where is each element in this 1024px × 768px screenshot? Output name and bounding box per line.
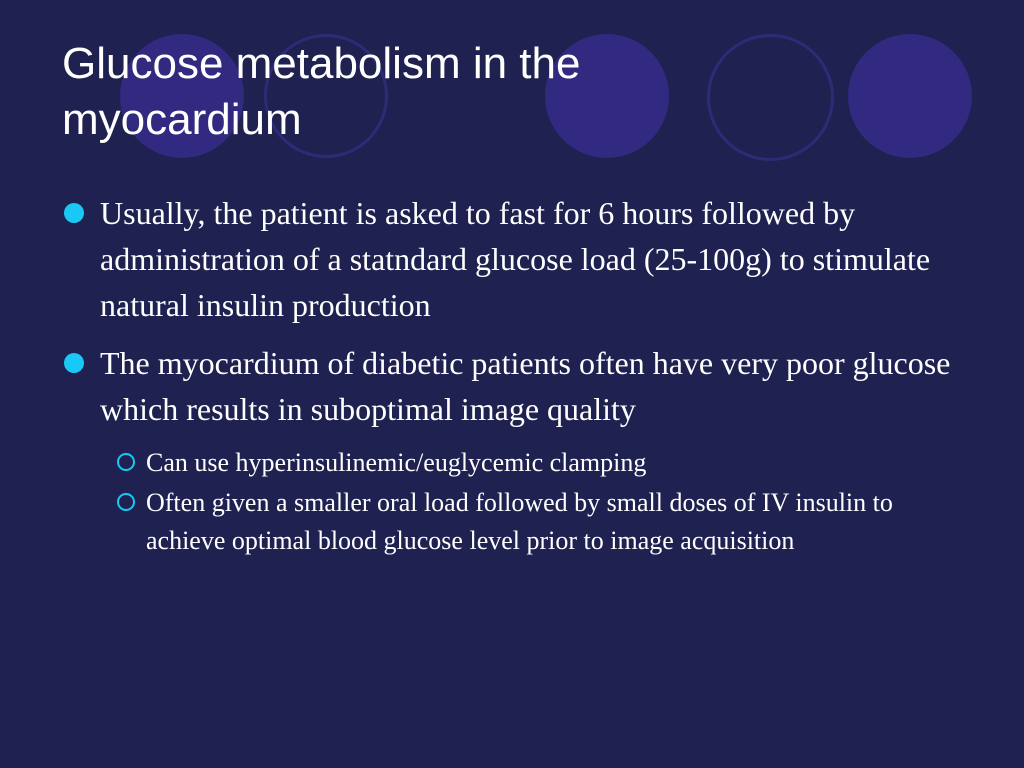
bullet-ring-icon <box>117 453 135 471</box>
sub-bullet-text: Often given a smaller oral load followed by small doses of IV insulin to achieve optimal blood glucose level prior to image acquisition <box>146 488 893 555</box>
bullet-ring-icon <box>117 493 135 511</box>
bullet-text: Usually, the patient is asked to fast for 6 hours followed by administration of a statndard glucose load (25-100g) to stimulate natural insulin production <box>100 195 931 323</box>
sub-bullet-item <box>145 484 962 560</box>
sub-bullet-item <box>145 444 962 482</box>
bullet-item <box>62 340 962 432</box>
slide-title: Glucose metabolism in the myocardium <box>62 39 581 144</box>
bullet-text: The myocardium of diabetic patients often have very poor glucose which results in suboptimal image quality <box>100 345 951 427</box>
sub-bullet-text: Can use hyperinsulinemic/euglycemic clamping <box>146 448 647 477</box>
bullet-dot-icon <box>64 203 84 223</box>
decorative-circle-filled <box>848 34 972 158</box>
slide-body <box>62 190 962 562</box>
bullet-dot-icon <box>64 353 84 373</box>
bullet-item <box>62 190 962 328</box>
